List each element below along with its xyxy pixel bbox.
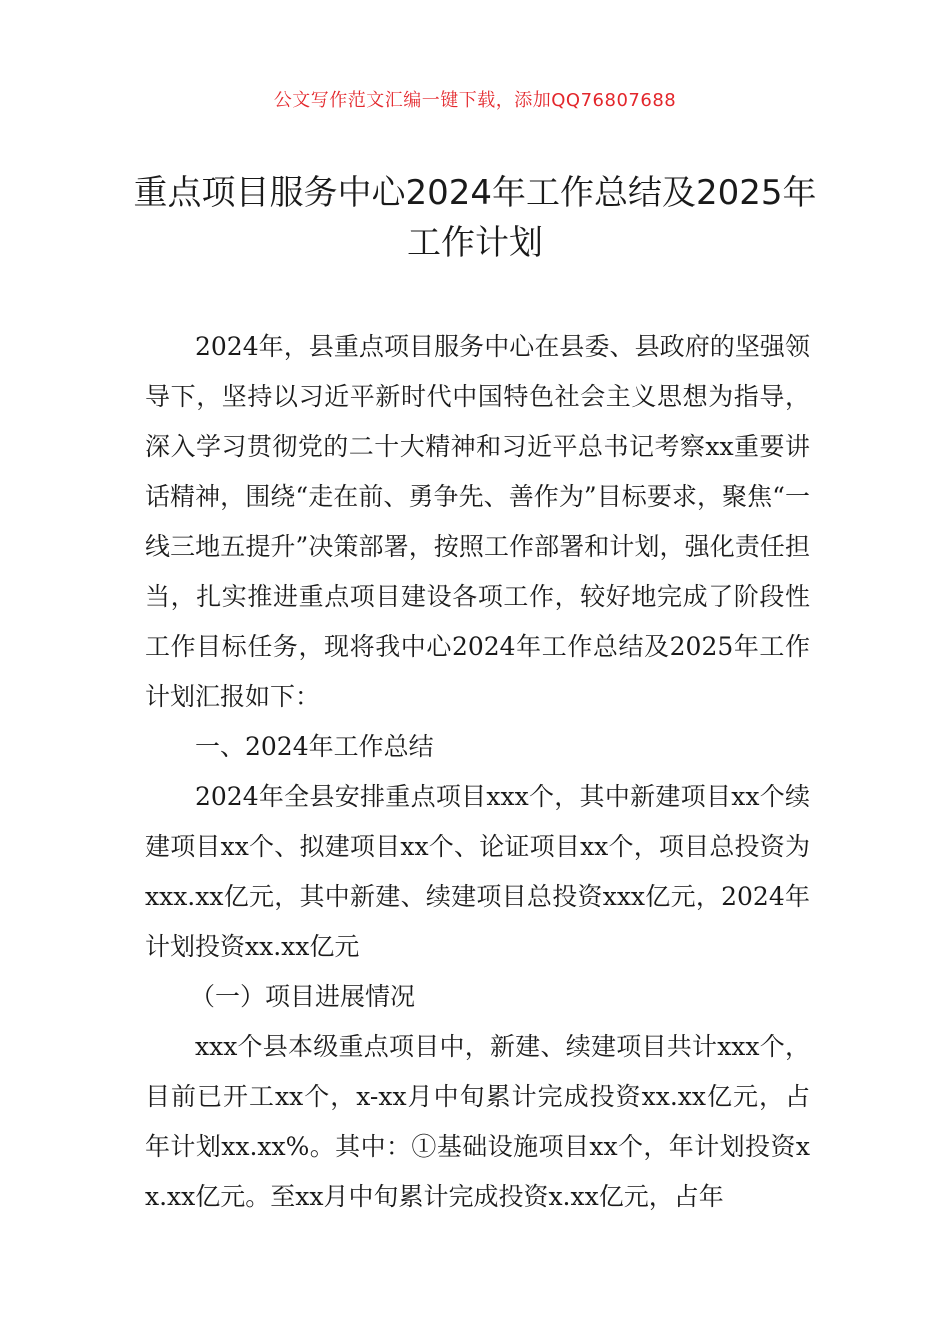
section-heading-work-summary: 一、2024年工作总结 bbox=[195, 732, 434, 761]
document-title: 重点项目服务中心2024年工作总结及2025年工作计划 bbox=[133, 173, 817, 263]
intro-paragraph: 2024年，县重点项目服务中心在县委、县政府的坚强领导下，坚持以习近平新时代中国特色社会主义思想为指导，深入学习贯彻党的二十大精神和习近平总书记考察xx重要讲话精神，围绕“走在前、勇争先、善作为”目标要求，聚焦“一线三地五提升”决策部署，按照工作部署和计划，强化责任担当，扎实推进重点项目建设各项工作，较好地完成了阶段性工作目标任务，现将我中心2024年工作总结及2025年工作计划汇报如下： bbox=[145, 332, 810, 711]
subsection-heading-project-progress: （一）项目进展情况 bbox=[190, 982, 416, 1011]
subsection-paragraph-progress-detail: xxx个县本级重点项目中，新建、续建项目共计xxx个，目前已开工xx个，x-xx月中旬累计完成投资xx.xx亿元，占年计划xx.xx%。其中：①基础设施项目xx个，年计划投资xx.xx亿元。至xx月中旬累计完成投资x.xx亿元，占年 bbox=[145, 1032, 810, 1211]
section-paragraph-project-overview: 2024年全县安排重点项目xxx个，其中新建项目xx个续建项目xx个、拟建项目xx个、论证项目xx个，项目总投资为xxx.xx亿元，其中新建、续建项目总投资xxx亿元，2024年计划投资xx.xx亿元 bbox=[145, 782, 810, 961]
download-promo-note: 公文写作范文汇编一键下载，添加QQ76807688 bbox=[273, 90, 677, 111]
document-body bbox=[145, 322, 810, 1222]
